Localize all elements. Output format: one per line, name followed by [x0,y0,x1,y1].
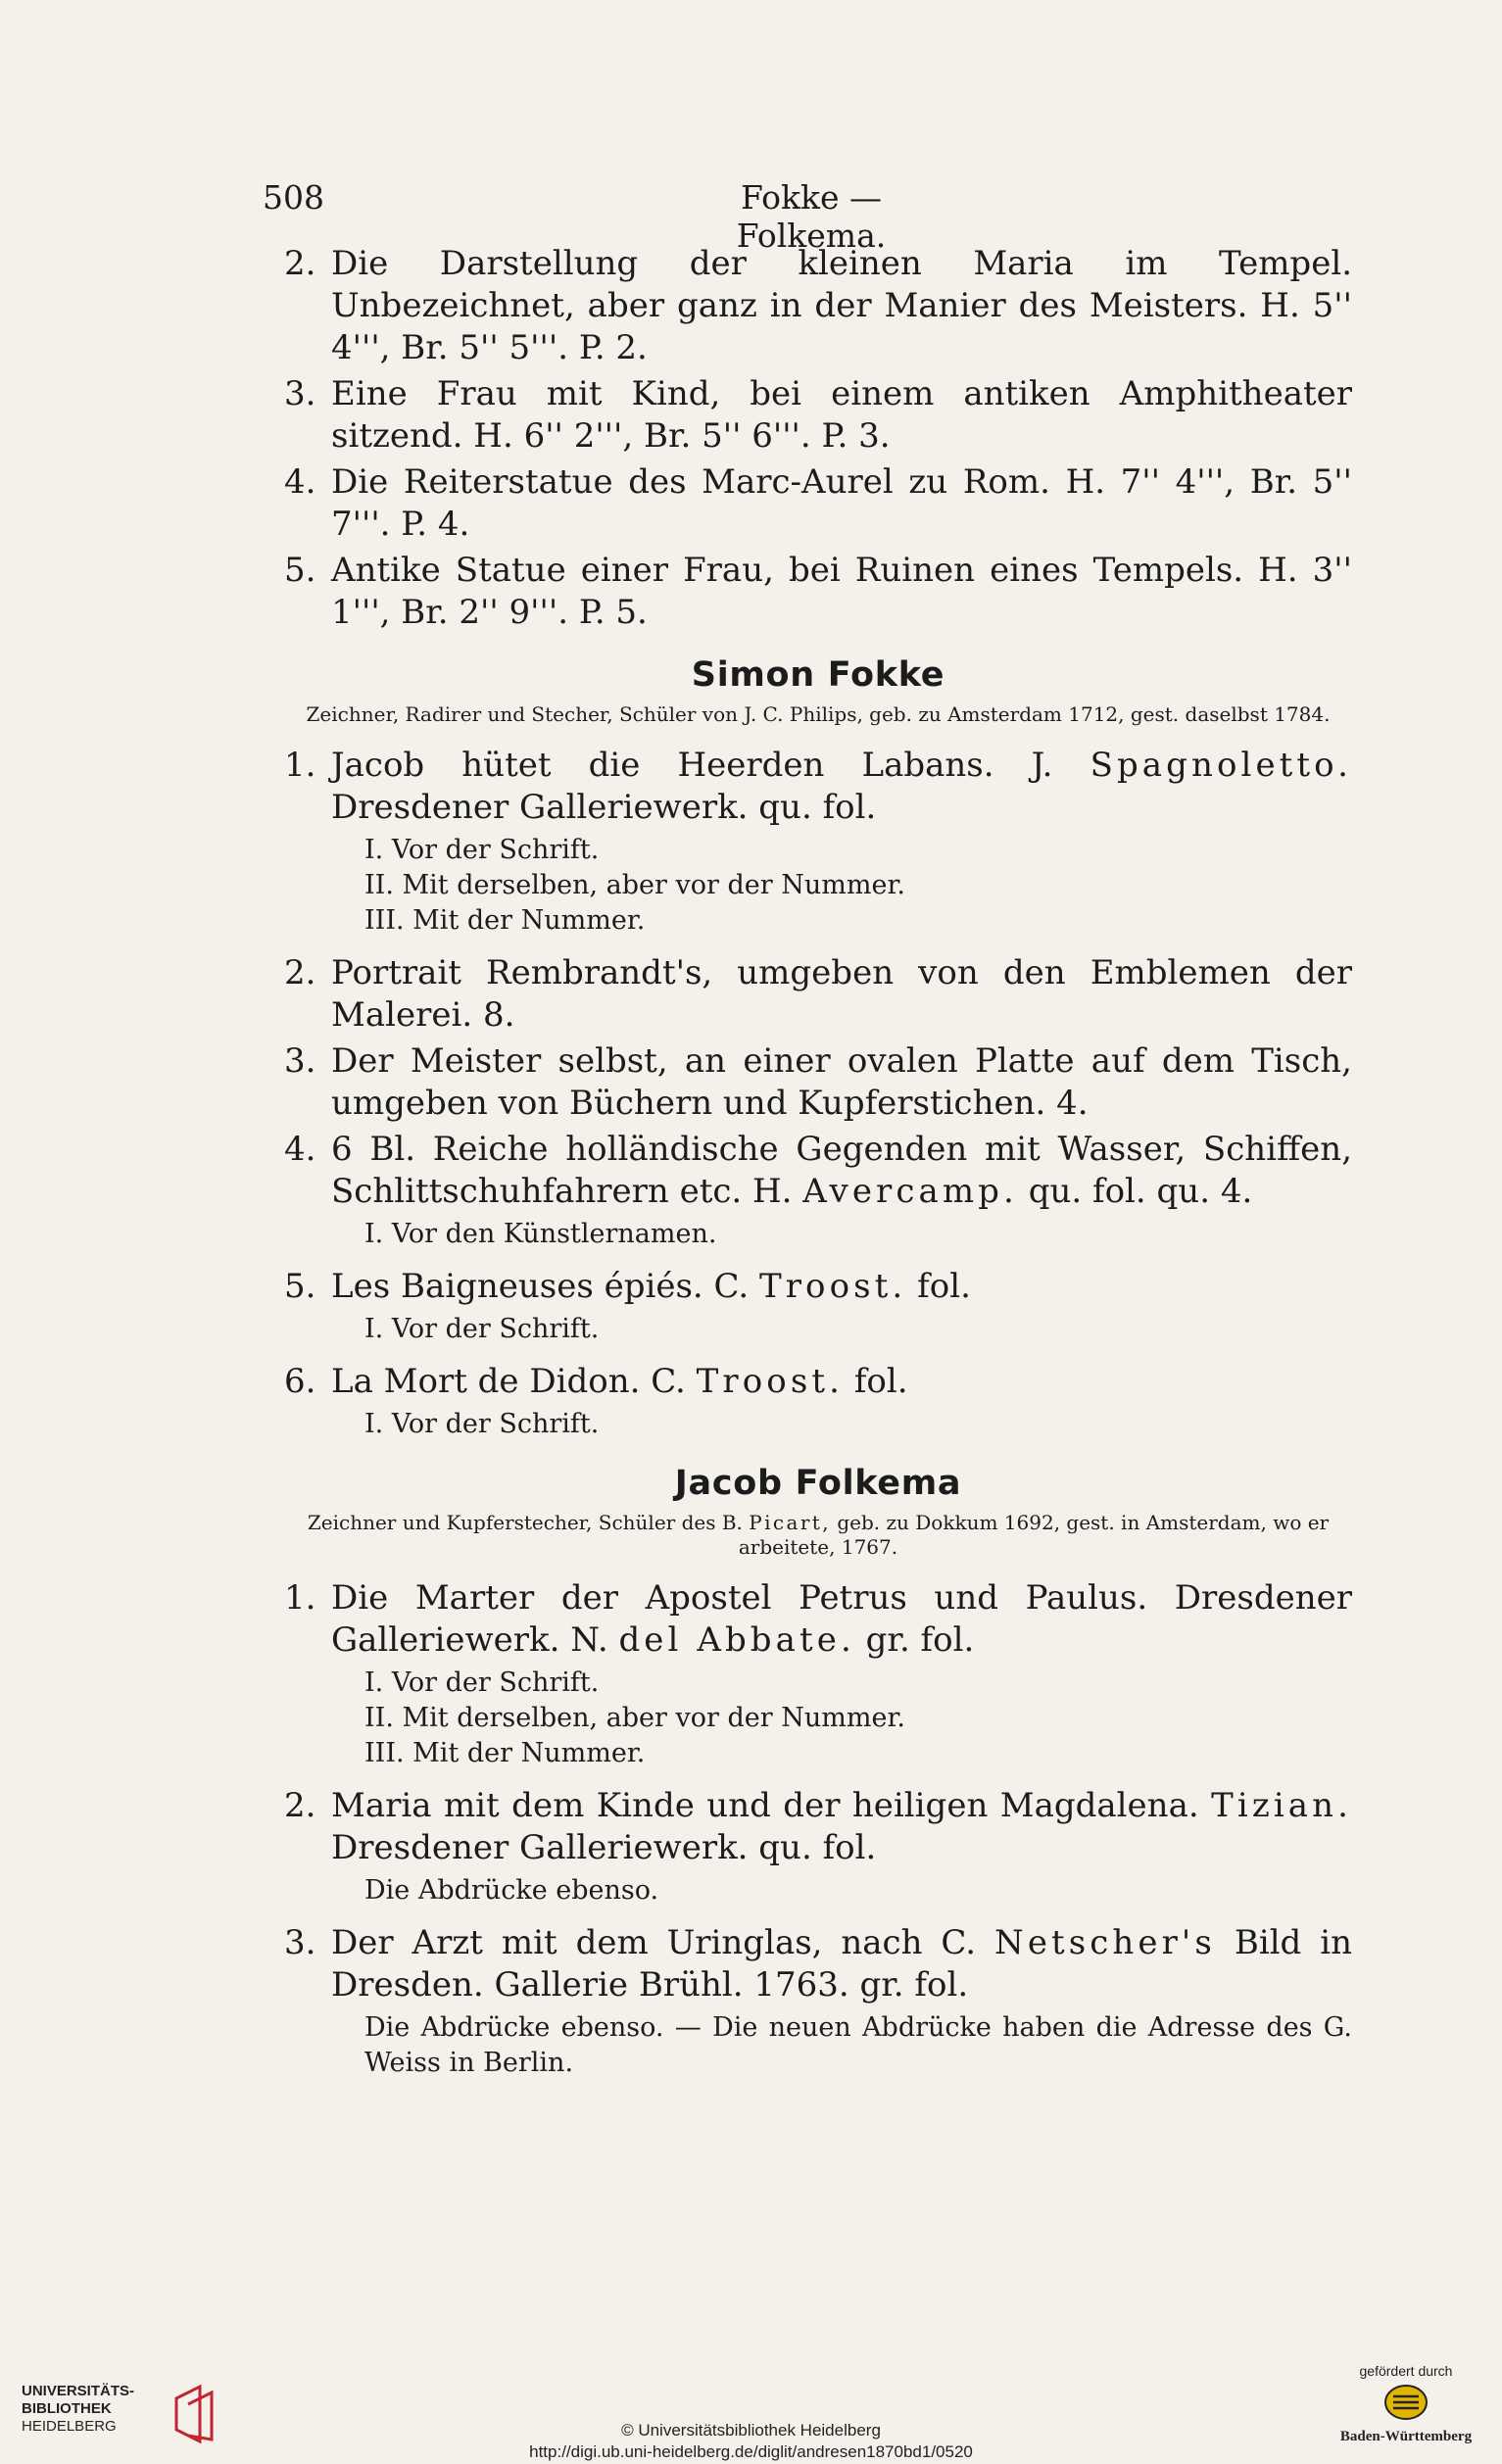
section-heading-jacob-folkema: Jacob Folkema [674,1464,962,1503]
page-number: 508 [263,178,324,217]
state-note: I. Vor der Schrift. [364,835,600,865]
state-note: III. Mit der Nummer. [364,1738,646,1768]
catalog-entry: 5. Les Baigneuses épiés. C. Troost. fol. [284,1267,971,1306]
section-heading-simon-fokke: Simon Fokke [691,655,945,695]
impression-note: Die Abdrücke ebenso. [364,1875,659,1906]
state-note: I. Vor der Schrift. [364,1667,600,1698]
sponsor-block: gefördert durch Baden-Württemberg [1339,2363,1473,2444]
artist-biography: Zeichner, Radirer und Stecher, Schüler von J. C. Philips, geb. zu Amsterdam 1712, gest. daselbst 1784. [306,702,1331,726]
catalog-entry: 5. Antike Statue einer Frau, bei Ruinen eines Tempels. H. 3'' 1''', Br. 2'' 9'''. P. 5. [284,551,1352,632]
catalog-entry: 3. Eine Frau mit Kind, bei einem antiken Amphitheater sitzend. H. 6'' 2''', Br. 5'' 6'''. P. 3. [284,374,1352,456]
catalog-entry: 4. 6 Bl. Reiche holländische Gegenden mit Wasser, Schiffen, Schlittschuhfahrern etc. H. Avercamp. qu. fol. qu. 4. [284,1130,1352,1211]
state-note: I. Vor den Künstlernamen. [364,1219,717,1249]
state-note: I. Vor der Schrift. [364,1409,600,1439]
catalog-entry: 1. Die Marter der Apostel Petrus und Paulus. Dresdener Galleriewerk. N. del Abbate. gr. fol. [284,1578,1352,1660]
catalog-entry: 6. La Mort de Didon. C. Troost. fol. [284,1362,908,1401]
impression-note: Die Abdrücke ebenso. — Die neuen Abdrücke haben die Adresse des G. Weiss in Berlin. [364,2012,1352,2078]
page-header [263,178,1360,255]
catalog-entry: 1. Jacob hütet die Heerden Labans. J. Spagnoletto. Dresdener Galleriewerk. qu. fol. [284,746,1352,827]
source-url[interactable]: http://digi.ub.uni-heidelberg.de/diglit/andresen1870bd1/0520 [529,2442,973,2461]
coat-of-arms-icon [1383,2383,1429,2422]
state-note: II. Mit derselben, aber vor der Nummer. [364,870,905,900]
library-logo[interactable]: UNIVERSITÄTS- BIBLIOTHEK HEIDELBERG [22,2383,218,2446]
state-note: II. Mit derselben, aber vor der Nummer. [364,1703,905,1733]
catalog-entry: 2. Maria mit dem Kinde und der heiligen Magdalena. Tizian. Dresdener Galleriewerk. qu. fol. [284,1786,1352,1867]
copyright-footer: © Universitätsbibliothek Heidelberg http://digi.ub.uni-heidelberg.de/diglit/andresen1870bd1/0520 [0,2420,1502,2463]
state-note: III. Mit der Nummer. [364,905,646,936]
state-note: I. Vor der Schrift. [364,1314,600,1344]
page-body [284,243,1352,2081]
catalog-entry: 4. Die Reiterstatue des Marc-Aurel zu Rom. H. 7'' 4''', Br. 5'' 7'''. P. 4. [284,462,1352,544]
artist-biography: Zeichner und Kupferstecher, Schüler des B. Picart, geb. zu Dokkum 1692, gest. in Amsterdam, wo er arbeitete, 1767. [307,1511,1330,1559]
catalog-entry: 3. Der Meister selbst, an einer ovalen Platte auf dem Tisch, umgeben von Büchern und Kupferstichen. 4. [284,1041,1352,1123]
catalog-entry: 2. Portrait Rembrandt's, umgeben von den Emblemen der Malerei. 8. [284,953,1352,1035]
running-title: Fokke — Folkema. [736,178,887,255]
catalog-entry: 3. Der Arzt mit dem Uringlas, nach C. Netscher's Bild in Dresden. Gallerie Brühl. 1763. gr. fol. [284,1923,1353,2005]
catalog-entry: 2. Die Darstellung der kleinen Maria im Tempel. Unbezeichnet, aber ganz in der Manier des Meisters. H. 5'' 4''', Br. 5'' 5'''. P. 2. [284,244,1352,367]
